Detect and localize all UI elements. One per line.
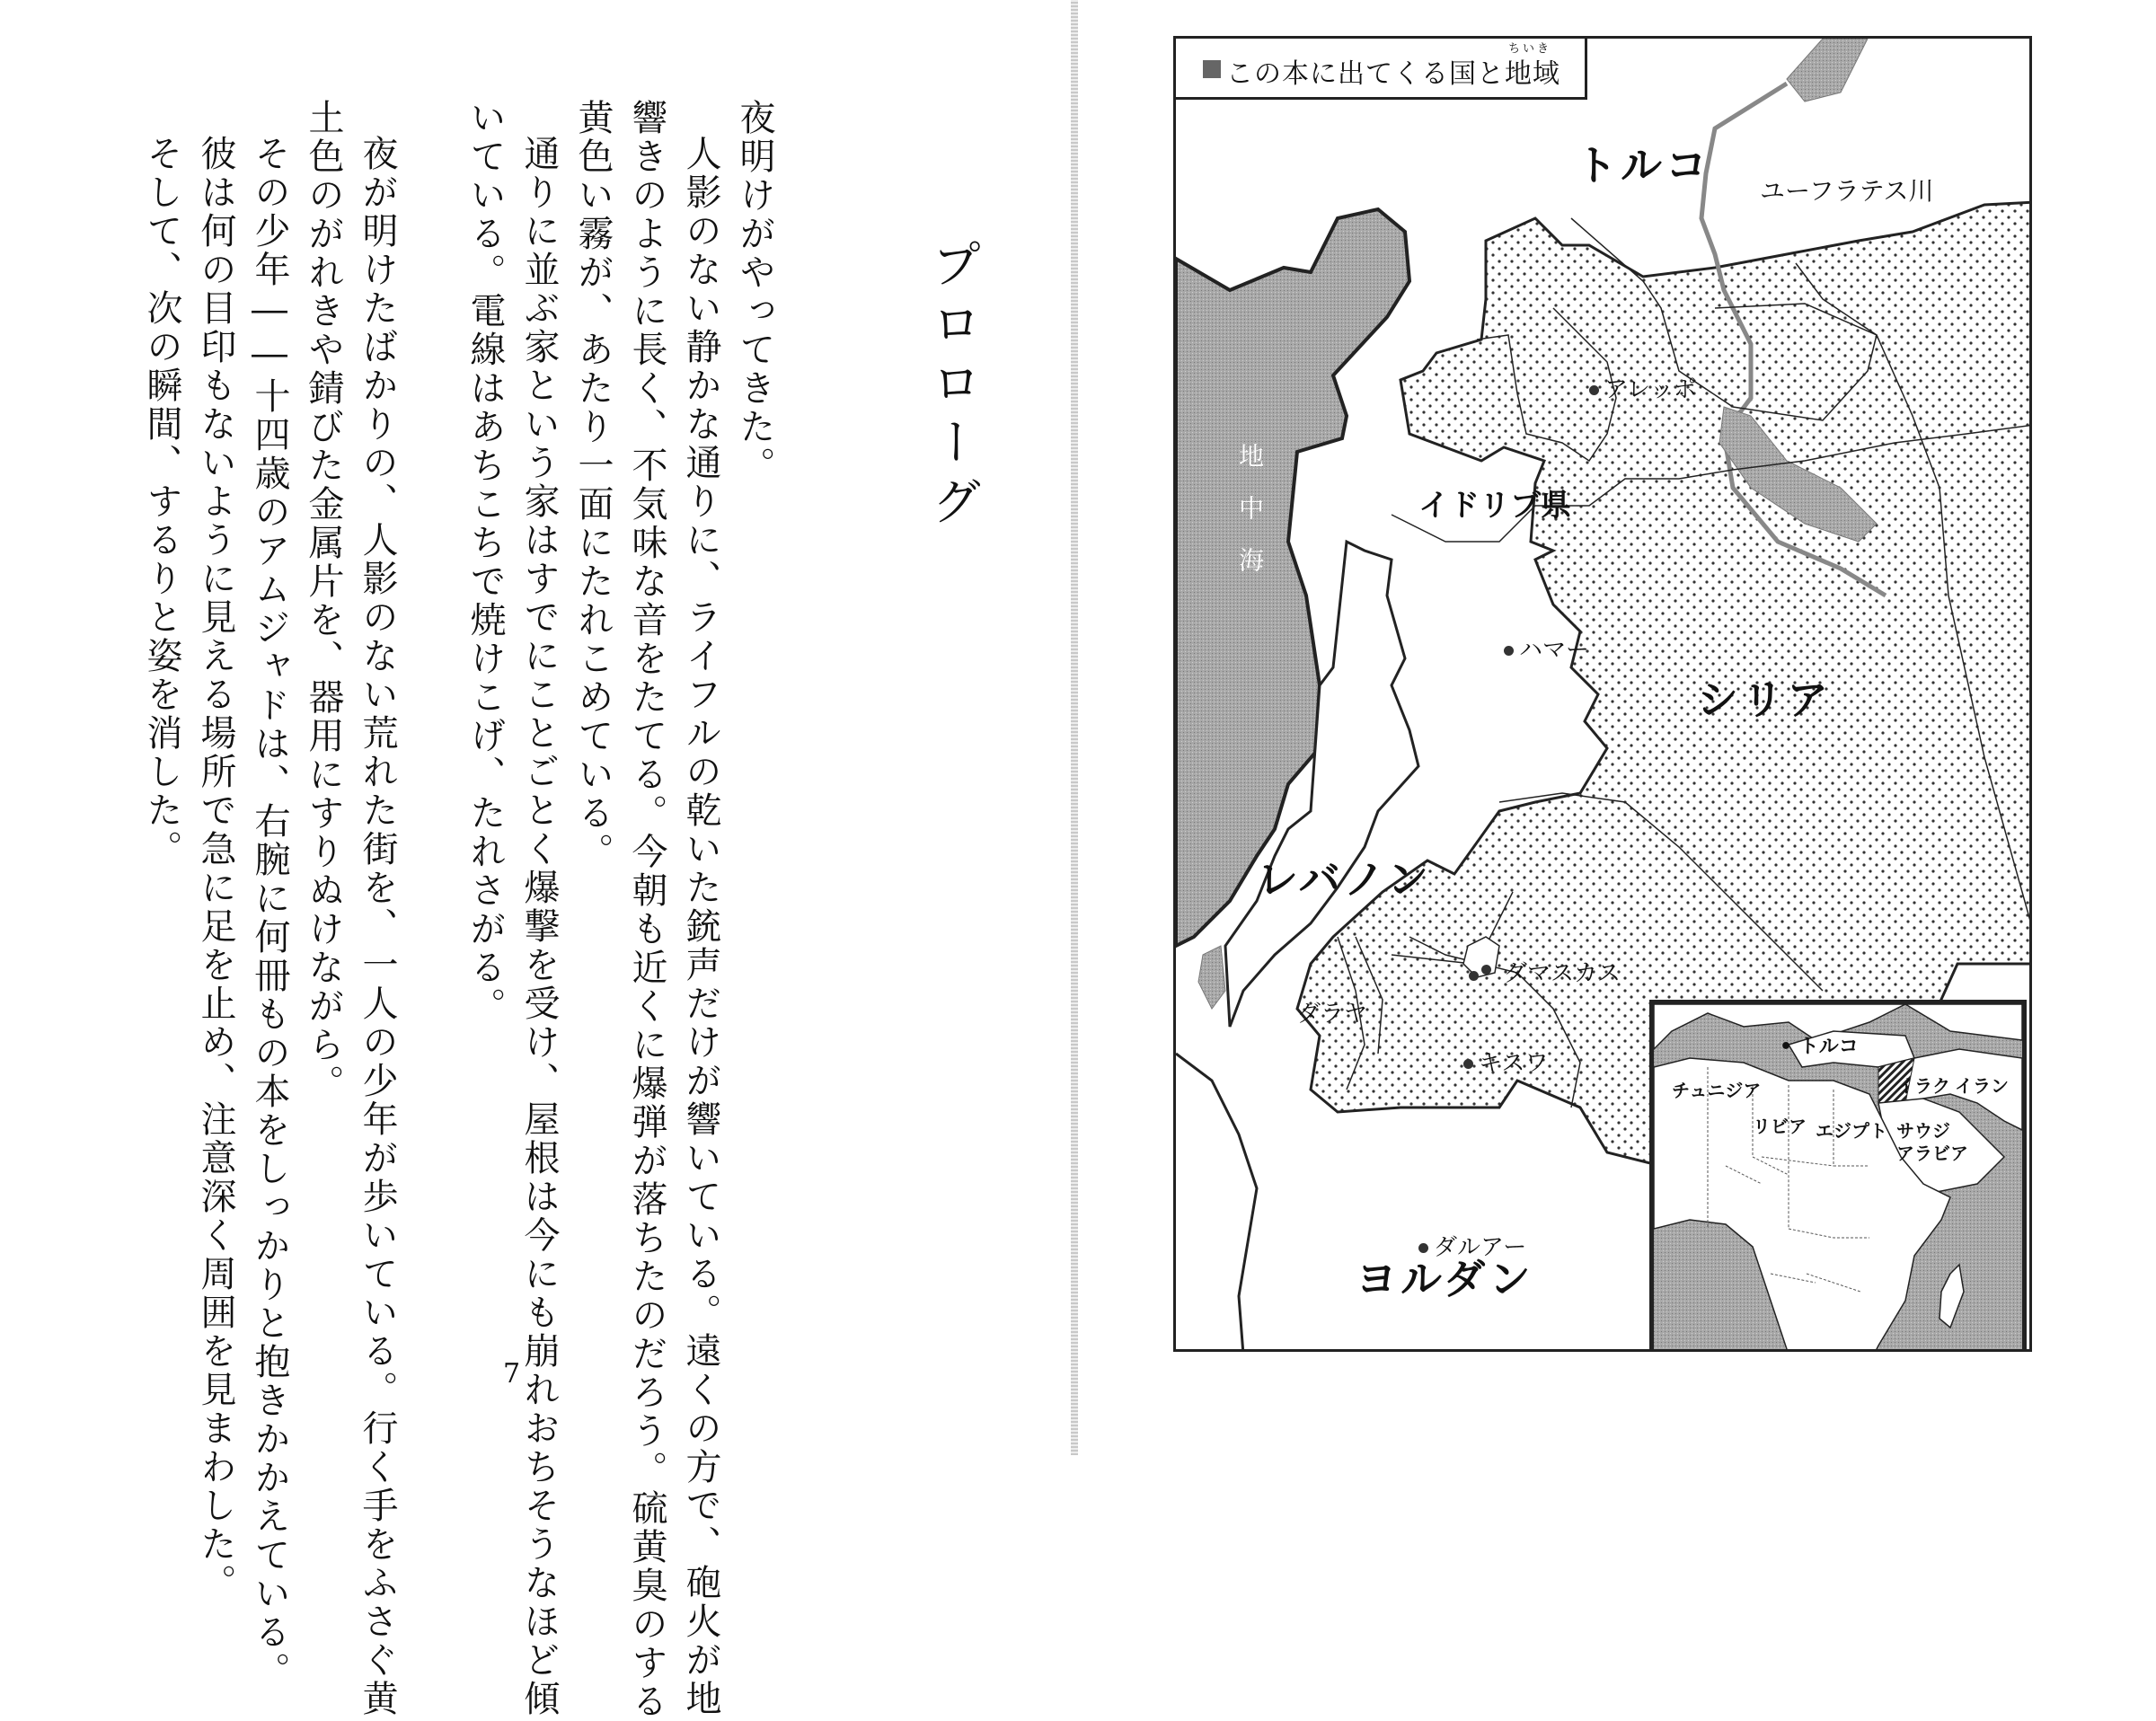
right-page (1078, 0, 2156, 1455)
map-frame (1173, 36, 2032, 1352)
label-jordan: ヨルダン (1356, 1255, 1534, 1303)
inset-label-turkey: • トルコ (1780, 1036, 1859, 1058)
text-column: 彼は何の目印もないように見える場所で急に足を止め、注意深く周囲を見まわした。 (195, 135, 236, 1602)
city-dot-icon (1418, 1243, 1428, 1253)
text-column: いている。電線はあちこちで焼けこげ、たれさがる。 (464, 99, 506, 1026)
label-euphrates: ユーフラテス川 (1760, 176, 1934, 206)
map-title-ruby: ちいき (1508, 42, 1552, 56)
text-column: 夜明けがやってきた。 (734, 99, 775, 485)
text-column: その少年――十四歳のアムジャドは、右腕に何冊もの本をしっかりと抱きかかえている。 (249, 135, 290, 1690)
inset-label-iran: イラン (1955, 1075, 2009, 1097)
city-damascus: ダマスカス (1504, 960, 1621, 987)
city-dot-icon (1481, 965, 1491, 975)
text-column: 通りに並ぶ家という家はすでにことごとく爆撃を受け、屋根は今にも崩れおちそうなほど傾 (518, 135, 560, 1718)
label-turkey: トルコ (1576, 141, 1710, 190)
text-column: 人影のない静かな通りに、ライフルの乾いた銃声だけが響いている。遠くの方で、砲火が地 (680, 135, 721, 1718)
label-lebanon: レバノン (1257, 855, 1432, 904)
map-title: この本に出てくる国と地域 (1226, 58, 1560, 90)
text-column: 夜が明けたばかりの、人影のない荒れた街を、一人の少年が歩いている。行く手をふさぐ黄 (357, 135, 398, 1718)
label-idlib: イドリブ県 (1418, 488, 1571, 524)
square-bullet-icon (1203, 60, 1221, 78)
inset-label-saudi-1: サウジ (1896, 1120, 1950, 1142)
text-column: 土色のがれきや錆びた金属片を、器用にすりぬけながら。 (303, 99, 344, 1103)
city-dot-icon (1463, 1059, 1473, 1069)
jordan-border (1176, 1054, 1257, 1352)
inset-label-libya: リビア (1753, 1116, 1807, 1137)
text-column: 響きのように長く、不気味な音をたてる。今朝も近くに爆弾が落ちたのだろう。硫黄臭のする (626, 99, 667, 1721)
inset-map (1649, 1000, 2027, 1352)
city-aleppo: アレッポ (1589, 371, 1697, 404)
inset-label-saudi-2: アラビア (1896, 1143, 1968, 1164)
city-daraya: ダラヤ (1297, 1001, 1368, 1028)
city-daraa: ダルアー (1418, 1229, 1526, 1262)
city-hama: ハマー (1504, 631, 1589, 665)
text-column: 黄色い霧が、あたり一面にたれこめている。 (572, 99, 614, 871)
inset-label-iraq: イラク (1896, 1075, 1950, 1097)
inset-label-egypt: エジプト (1816, 1120, 1887, 1142)
chapter-title: プロローグ (923, 238, 982, 534)
city-kiswa: キスワ (1463, 1045, 1548, 1078)
city-dot-icon (1589, 385, 1599, 395)
lake-top (1787, 39, 1868, 101)
page-number: 7 (503, 1358, 521, 1390)
map-title-box (1176, 39, 1587, 100)
inset-label-tunisia: チュニジア (1672, 1080, 1762, 1101)
label-syria: シリア (1697, 675, 1832, 724)
sea-of-galilee (1198, 946, 1225, 1009)
text-column: そして、次の瞬間、するりと姿を消した。 (141, 135, 182, 869)
label-mediterranean: 地中海 (1235, 443, 1265, 599)
city-dot-icon (1469, 971, 1479, 981)
city-dot-icon (1504, 646, 1514, 656)
